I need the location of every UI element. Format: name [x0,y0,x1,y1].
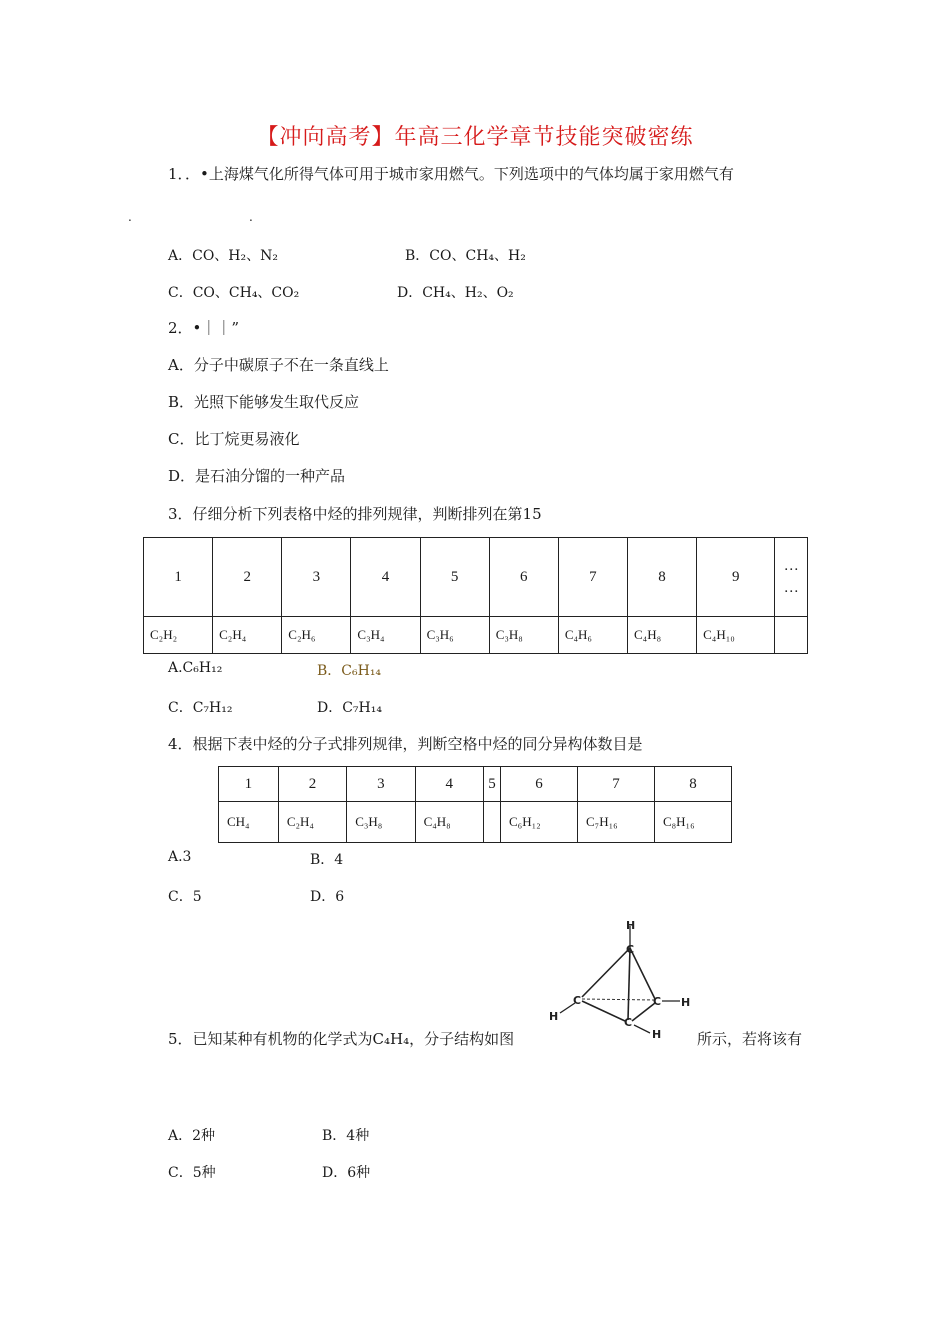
table-cell: 8 [627,538,696,617]
q4-option-d: D．6 [310,889,345,905]
table-cell: C₆H₁₂ [501,802,578,843]
q1-option-d: D．CH₄、H₂、O₂ [397,285,514,301]
q2-option-c: C．比丁烷更易液化 [168,430,300,448]
table-cell: 5 [420,538,489,617]
atom-label: C [653,995,662,1008]
q3-option-c: C．C₇H₁₂ [168,700,233,716]
table-cell: C₄H₈ [415,802,483,843]
table-cell: C₃H₈ [489,617,558,654]
bond-line [582,1001,625,1021]
atom-label: H [681,996,691,1009]
table-cell: 2 [213,538,282,617]
table-cell: C₃H₈ [347,802,415,843]
table-row [219,802,732,843]
table-cell: C₄H₆ [558,617,627,654]
table-cell: 3 [282,538,351,617]
table-cell: C₂H₄ [213,617,282,654]
table-cell-ellipsis [775,538,808,617]
q5-option-c: C．5种 [168,1165,216,1181]
q2-option-d: D．是石油分馏的一种产品 [168,467,346,485]
atom-label: C [573,994,582,1007]
q2-option-b: B．光照下能够发生取代反应 [168,393,360,411]
q3-option-d: D．C₇H₁₄ [317,700,382,716]
table-cell: C₂H₄ [278,802,346,843]
ellipsis-bottom: … [783,580,799,596]
q5-option-a: A．2种 [168,1128,216,1144]
table-cell: C₂H₂ [144,617,213,654]
table-cell: 6 [489,538,558,617]
q1-blank-dot-right: . [249,210,253,224]
q2-option-a: A．分子中碳原子不在一条直线上 [168,356,389,374]
table-cell: 2 [278,767,346,802]
atom-label: C [626,943,635,956]
q1-option-a: A．CO、H₂、N₂ [168,248,278,264]
table-cell: 7 [558,538,627,617]
table-cell: 1 [219,767,279,802]
table-row [144,617,808,654]
table-cell: C₈H₁₆ [654,802,731,843]
q5-option-b: B．4种 [322,1128,370,1144]
q3-option-a: A.C₆H₁₂ [168,660,223,676]
table-row [144,538,808,617]
table-cell: C₂H₆ [282,617,351,654]
q4-option-b: B．4 [310,852,344,868]
question-4-text: 4．根据下表中烃的分子式排列规律，判断空格中烃的同分异构体数目是 [168,735,643,753]
page-title: 【冲向高考】年高三化学章节技能突破密练 [256,125,694,150]
table-cell: 4 [351,538,420,617]
table-cell: C₇H₁₆ [577,802,654,843]
ellipsis-top: … [783,558,799,574]
table-cell [775,617,808,654]
table-cell: 1 [144,538,213,617]
bond-line [628,948,630,1020]
q4-hydrocarbon-table [218,766,732,843]
question-5-text-continued: 所示，若将该有 [697,1030,803,1048]
table-cell: 7 [577,767,654,802]
bond-line [632,1003,655,1021]
table-cell: C₃H₆ [420,617,489,654]
table-cell: CH₄ [219,802,279,843]
table-cell: C₄H₁₀ [697,617,775,654]
atom-label: H [549,1010,559,1023]
atom-label: H [652,1028,662,1041]
table-cell: C₃H₄ [351,617,420,654]
table-cell: 9 [697,538,775,617]
table-cell: C₄H₈ [627,617,696,654]
q4-option-c: C．5 [168,889,202,905]
table-cell: 3 [347,767,415,802]
q3-option-b: B．C₆H₁₄ [317,663,382,679]
question-3-text: 3．仔细分析下列表格中烃的排列规律，判断排列在第15 [168,505,542,523]
table-cell [483,802,500,843]
question-2-text: 2．•｜｜” [168,319,240,337]
question-5-text: 5．已知某种有机物的化学式为C₄H₄，分子结构如图 [168,1030,515,1048]
q3-hydrocarbon-table [143,537,808,654]
q1-option-c: C．CO、CH₄、CO₂ [168,285,300,301]
q1-blank-dot-left: . [128,210,132,224]
q5-option-d: D．6种 [322,1165,371,1181]
atom-label: C [624,1016,633,1029]
table-cell: 6 [501,767,578,802]
q4-option-a: A.3 [168,849,192,865]
table-cell: 4 [415,767,483,802]
atom-label: H [626,919,636,932]
table-cell: 8 [654,767,731,802]
c4h4-structure-figure [540,915,710,1045]
table-cell: 5 [483,767,500,802]
bond-line [634,1025,650,1033]
dashed-bond-line [582,999,655,1000]
table-row [219,767,732,802]
bond-line [582,948,630,997]
q1-option-b: B．CO、CH₄、H₂ [405,248,526,264]
question-1-text: 1．．•上海煤气化所得气体可用于城市家用燃气。下列选项中的气体均属于家用燃气有 [168,165,734,183]
